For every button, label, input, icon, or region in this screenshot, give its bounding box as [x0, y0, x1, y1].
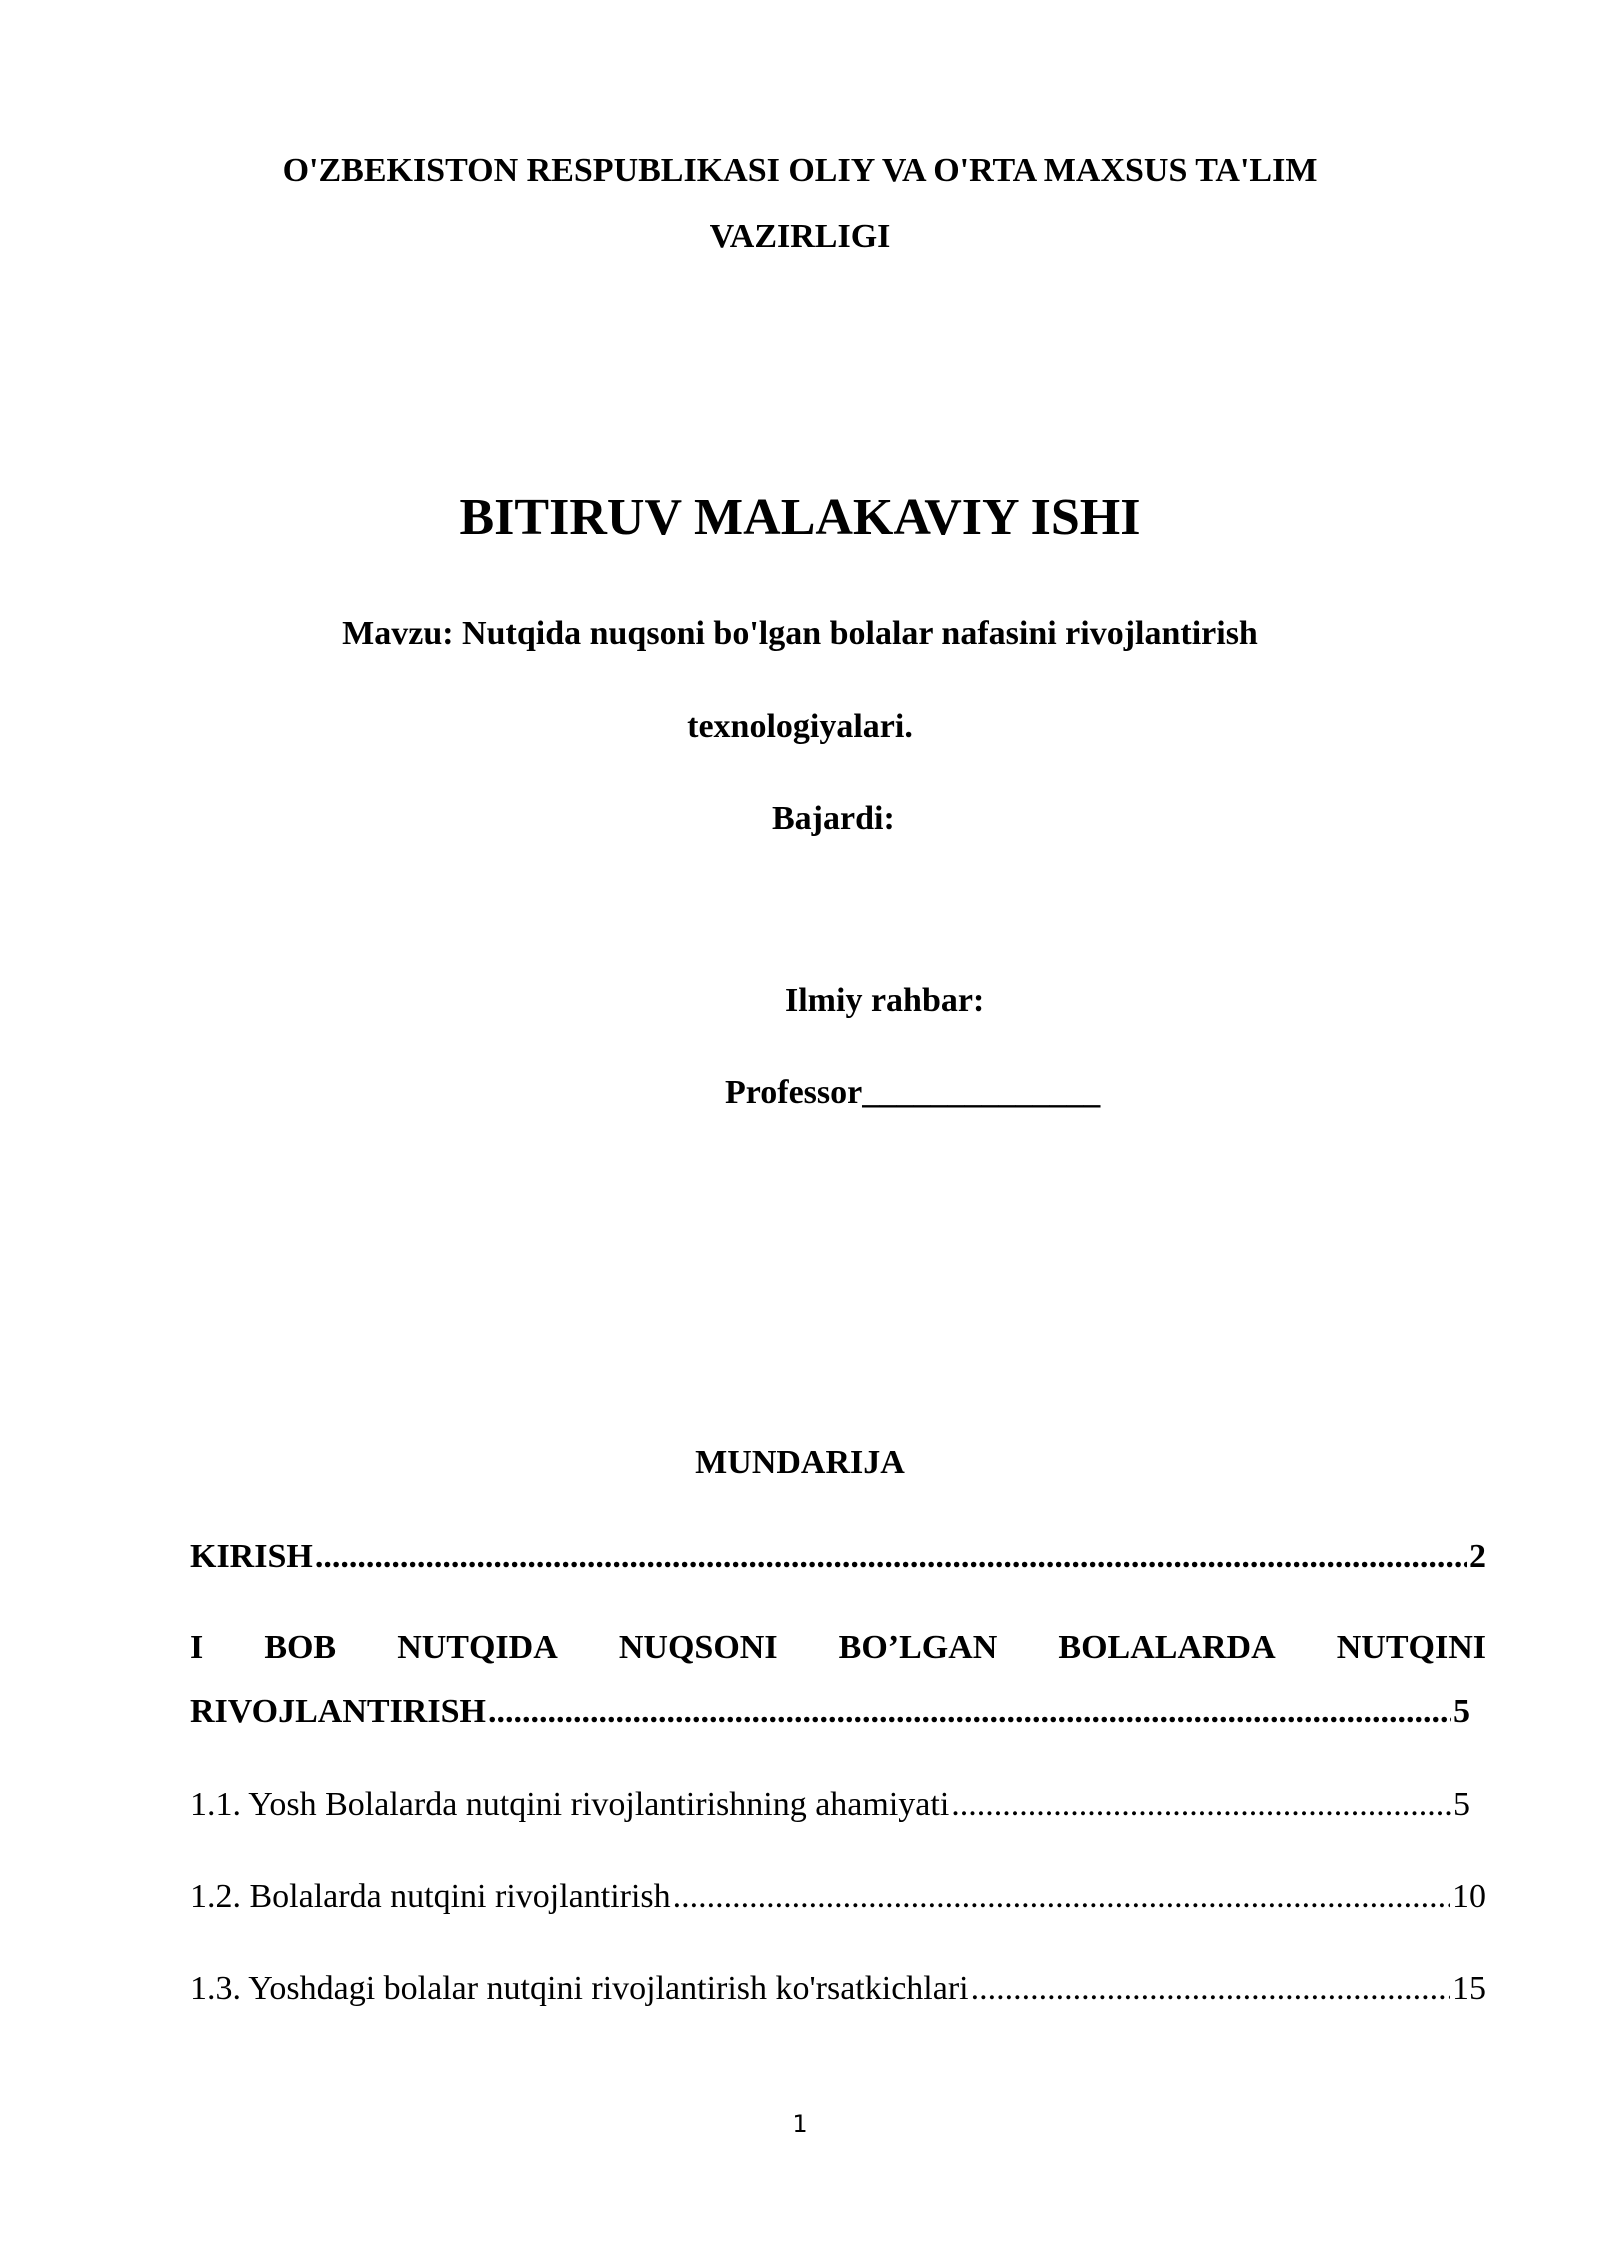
toc-entry-page: 5 [1453, 1693, 1470, 1730]
topic-line2: texnologiyalari. [687, 708, 913, 745]
toc-leader-dots [315, 1538, 1467, 1576]
toc-entry [190, 1538, 1486, 1576]
toc-entry-page: 5 [1453, 1786, 1470, 1823]
toc-word: BO’LGAN [838, 1629, 998, 1666]
toc-word: I [190, 1629, 204, 1666]
toc-entry-chapter-line1 [190, 1629, 1486, 1667]
toc-leader-dots [488, 1693, 1451, 1731]
toc-word: NUQSONI [618, 1629, 778, 1666]
toc-entry-title: 1.2. Bolalarda nutqini rivojlantirish [190, 1878, 671, 1915]
toc-entry [190, 1878, 1486, 1916]
toc-entry-title: 1.1. Yosh Bolalarda nutqini rivojlantirishning ahamiyati [190, 1786, 950, 1823]
professor-signature-line: Professor______________ [725, 1074, 1101, 1111]
toc-leader-dots [971, 1970, 1450, 2008]
toc-entry-page: 10 [1452, 1878, 1486, 1915]
toc-entry-title: RIVOJLANTIRISH [190, 1693, 486, 1730]
page-number: 1 [792, 2110, 808, 2138]
ministry-name-line2: VAZIRLIGI [709, 218, 891, 255]
ministry-name-line1: O'ZBEKISTON RESPUBLIKASI OLIY VA O'RTA MAXSUS TA'LIM [282, 152, 1318, 189]
toc-entry-title: KIRISH [190, 1538, 313, 1575]
toc-entry [190, 1970, 1486, 2008]
topic-line1: Mavzu: Nutqida nuqsoni bo'lgan bolalar nafasini rivojlantirish [342, 615, 1258, 652]
toc-leader-dots [673, 1878, 1450, 1916]
toc-word: BOB [264, 1629, 337, 1666]
supervisor-label: Ilmiy rahbar: [785, 982, 985, 1019]
toc-entry-page: 2 [1469, 1538, 1486, 1575]
contents-heading: MUNDARIJA [695, 1444, 905, 1481]
toc-leader-dots [951, 1786, 1451, 1824]
toc-entry-chapter-line2 [190, 1693, 1470, 1731]
toc-entry [190, 1786, 1470, 1824]
toc-entry-title: 1.3. Yoshdagi bolalar nutqini rivojlantirish ko'rsatkichlari [190, 1970, 969, 2007]
toc-entry-page: 15 [1452, 1970, 1486, 2007]
toc-word: BOLALARDA [1058, 1629, 1276, 1666]
performed-by-label: Bajardi: [772, 800, 895, 837]
document-title: BITIRUV MALAKAVIY ISHI [459, 489, 1141, 546]
toc-word: NUTQINI [1336, 1629, 1486, 1666]
toc-word: NUTQIDA [397, 1629, 558, 1666]
